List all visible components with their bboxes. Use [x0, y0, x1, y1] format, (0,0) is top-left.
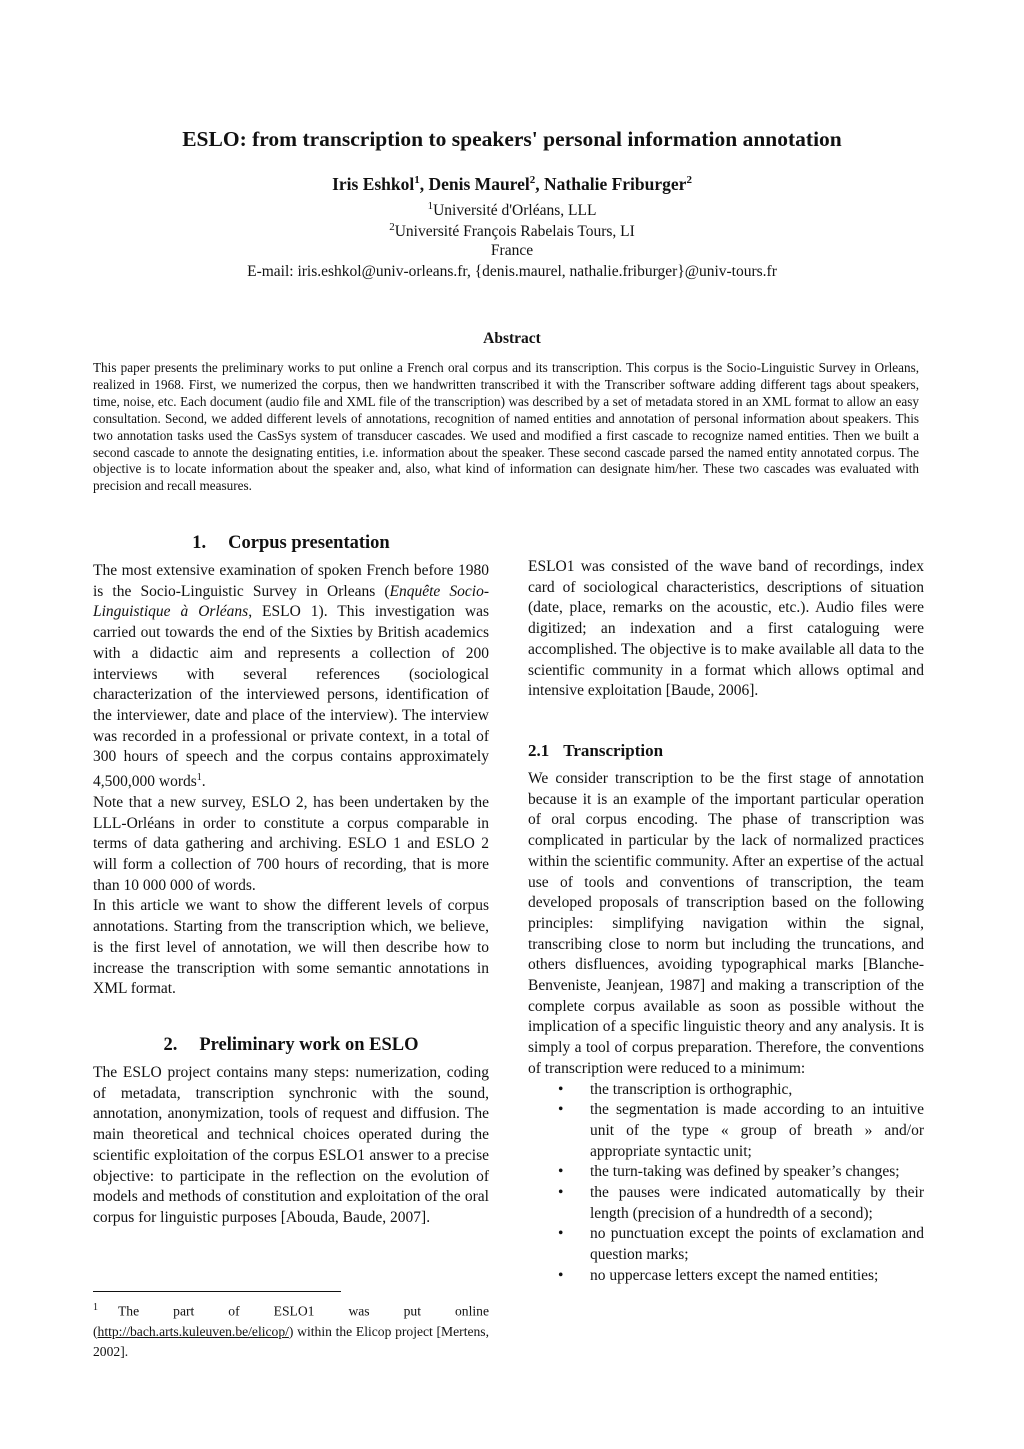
paragraph: We consider transcription to be the first stage of annotation because it is an example of the important particular operation of oral corpus encoding. The phase of transcription was complicated in particular by the lack of normalized practices within the scientific community. After an expertise of the actual use of tools and conventions of transcription, the team developed proposals of transcription based on the following principles: simplifying navigation within the signal, transcribing close to norm but including the truncations, and others disfluences, avoiding typographical marks [Blanche-Benveniste, Jeanjean, 1987] and making a transcription of the complete corpus available as soon as possible without the implication of a specific linguistic theory and any analysis. It is simply a tool of corpus preparation. Therefore, the conventions of transcription were reduced to a minimum: — [528, 770, 924, 1077]
left-column — [93, 561, 489, 1000]
footnote-divider — [93, 1291, 341, 1292]
footnote-text: The part of ESLO1 was put online ( — [93, 1303, 489, 1339]
subsection-title: Transcription — [563, 741, 664, 760]
subsection-number: 2.1 — [528, 741, 550, 760]
list-item-text: the turn-taking was defined by speaker’s changes; — [590, 1163, 900, 1181]
footnote-link[interactable]: http://bach.arts.kuleuven.be/elicop/ — [97, 1323, 289, 1339]
section-title: Preliminary work on ESLO — [199, 1035, 419, 1055]
affiliation-mark: 2 — [389, 221, 395, 233]
email-line: E-mail: iris.eshkol@univ-orleans.fr, {denis.maurel, nathalie.friburger}@univ-tours.fr — [247, 263, 777, 280]
subsection-2-1-heading — [528, 741, 663, 761]
italic-text: Enquête Socio-Linguistique à Orléans — [93, 582, 489, 621]
list-item-text: no uppercase letters except the named entities; — [590, 1266, 879, 1284]
author-list: Iris Eshkol$^1$, Denis Maurel$^2$, Nathalie Friburger$^2$ — [332, 174, 692, 194]
footnote-text: ) within the Elicop project [Mertens, 2002]. — [93, 1323, 489, 1359]
paragraph-text: The most extensive examination of spoken French before 1980 is the Socio-Linguistic Survey in Orleans ( — [93, 562, 489, 600]
section-2-heading — [93, 1035, 489, 1056]
bullet-icon: • — [558, 1225, 564, 1243]
author-name: Nathalie Friburger — [544, 174, 687, 194]
list-item — [528, 1224, 924, 1265]
author-name: Iris Eshkol — [332, 174, 415, 194]
bullet-icon: • — [558, 1163, 564, 1181]
author-mark: 2 — [529, 174, 536, 187]
bullet-icon: • — [558, 1080, 564, 1098]
paragraph: In this article we want to show the different levels of corpus annotations. Starting from the transcription which, we believe, is the first level of annotation, we will then describe how to increase the transcription with some semantic annotations in XML format. — [93, 897, 489, 998]
author-mark: 1 — [414, 174, 420, 187]
right-column-lower — [528, 769, 924, 1287]
list-item — [528, 1183, 924, 1224]
affiliation — [0, 200, 1024, 220]
paragraph: The ESLO project contains many steps: numerization, coding of metadata, transcription synchronic with the sound, annotation, anonymization, tools of request and diffusion. The main theoretical and technical choices operated during the scientific exploitation of the corpus ESLO1 answer to a precise objective: to participate in the reflection on the evolution of models and methods of constitution and exploitation of the oral corpus for linguistic purposes [Abouda, Baude, 2007]. — [93, 1064, 489, 1226]
paper-title: ESLO: from transcription to speakers' personal information annotation — [182, 127, 842, 151]
footnote-mark: 1 — [93, 1302, 98, 1313]
paragraph-text: , ESLO 1). This investigation was carried out towards the end of the Sixties by British academics with a didactic aim and represents a collection of 200 interviews with several references (sociological characterization of the interviewed persons, identification of the interviewer, date and place of the interview). The interview was recorded in a professional or private context, in a total of 300 hours of speech and the corpus contains approximately 4,500,000 words — [93, 603, 489, 791]
footnote — [93, 1298, 489, 1362]
footnote-ref: 1 — [196, 772, 202, 784]
abstract-heading: Abstract — [483, 330, 541, 347]
author-name: Denis Maurel — [428, 174, 530, 194]
bullet-icon: • — [558, 1266, 564, 1284]
bullet-icon: • — [558, 1101, 564, 1119]
section-number: 2. — [163, 1035, 178, 1055]
paragraph — [93, 561, 489, 793]
affiliation-text: Université François Rabelais Tours, LI — [394, 223, 635, 241]
affiliation-text: Université d'Orléans, LLL — [433, 202, 597, 220]
list-item — [528, 1080, 924, 1101]
section-1-heading — [93, 533, 489, 554]
author-mark: 2 — [686, 174, 692, 187]
affiliation — [0, 221, 1024, 241]
right-column — [528, 557, 924, 702]
section-title: Corpus presentation — [228, 533, 390, 553]
paragraph-text: . — [201, 773, 206, 791]
list-item-text: no punctuation except the points of exclamation and question marks; — [590, 1225, 924, 1264]
bullet-icon: • — [558, 1184, 564, 1202]
list-item — [528, 1162, 924, 1183]
country: France — [490, 242, 534, 259]
paragraph: Note that a new survey, ESLO 2, has been undertaken by the LLL-Orléans in order to constitute a corpus comparable in terms of data gathering and archiving. ESLO 1 and ESLO 2 will form a collection of 700 hours of recording, that is more than 10 000 000 of words. — [93, 793, 489, 894]
abstract-text: This paper presents the preliminary works to put online a French oral corpus and its transcription. This corpus is the Socio-Linguistic Survey in Orleans, realized in 1968. First, we numerized the corpus, then we handwritten transcribed it with the Transcriber software adding different tags about speakers, time, noise, etc. Each document (audio file and XML file of the transcription) was described by a set of metadata stored in an XML format to allow an easy consultation. Second, we added different levels of annotations, recognition of named entities and annotation of personal information about speakers. This two annotation tasks used the CasSys system of transducer cascades. We used and modified a first cascade to recognize named entities. Then we built a second cascade to annote the designating entities, i.e. information about the speaker. These second cascade parsed the named entity annotated corpus. The objective is to locate information about the speaker and, also, what kind of information can designate him/her. These two cascades was evaluated with precision and recall measures. — [93, 360, 919, 494]
left-column-lower — [93, 1063, 489, 1229]
list-item — [528, 1100, 924, 1162]
convention-list — [528, 1080, 924, 1287]
list-item — [528, 1266, 924, 1287]
list-item-text: the transcription is orthographic, — [590, 1080, 793, 1098]
paragraph: ESLO1 was consisted of the wave band of recordings, index card of sociological characteristics, descriptions of situation (date, place, remarks on the acoustic, etc.). Audio files were digitized; an indexation and a first cataloguing were accomplished. The objective is to make available all data to the scientific community in a format which allows optimal and intensive exploitation [Baude, 2006]. — [528, 558, 924, 700]
affiliation-mark: 1 — [427, 200, 434, 212]
list-item-text: the segmentation is made according to an intuitive unit of the type « group of breath » and/or appropriate syntactic unit; — [590, 1101, 924, 1160]
list-item-text: the pauses were indicated automatically by their length (precision of a hundredth of a second); — [590, 1184, 924, 1222]
section-number: 1. — [192, 533, 207, 553]
